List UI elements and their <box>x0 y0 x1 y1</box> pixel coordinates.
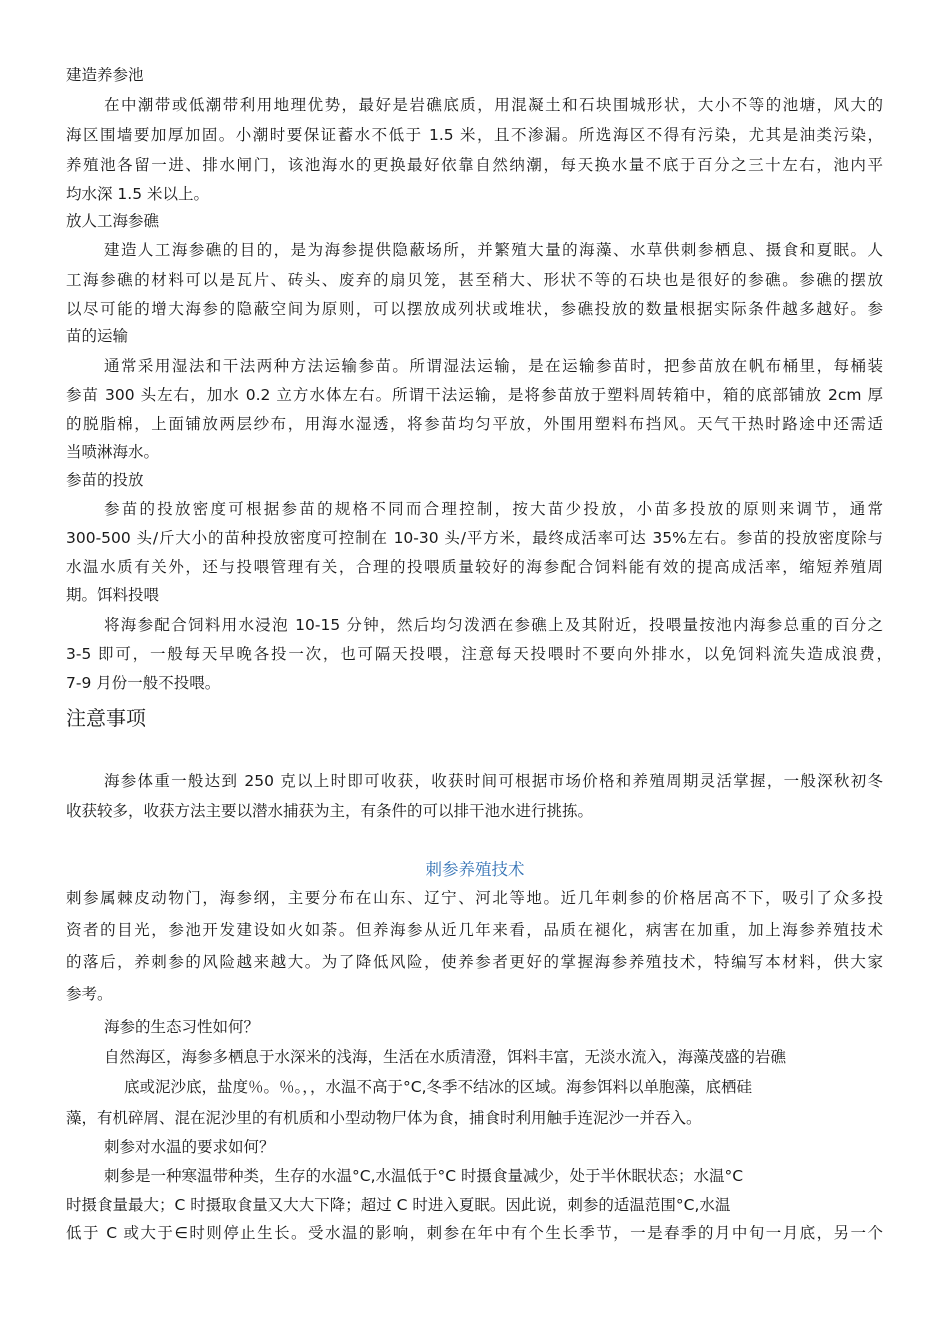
notes-heading: 注意事项 <box>66 706 146 730</box>
question-heading: 海参的生态习性如何？ <box>104 1018 260 1036</box>
paragraph-line: 在中潮带或低潮带利用地理优势，最好是岩礁底质，用混凝土和石块围城形状，大小不等的池塘，风大的 <box>104 96 883 114</box>
paragraph-line: 期。饵料投喂 <box>66 586 160 604</box>
section-heading-reef: 放人工海参礁 <box>66 212 160 230</box>
paragraph-line: 参考。 <box>66 985 113 1003</box>
paragraph-line: 建造人工海参礁的目的，是为海参提供隐蔽场所，并繁殖大量的海藻、水草供刺参栖息、摄食和夏眠。人 <box>104 241 883 259</box>
paragraph-line: 将海参配合饲料用水浸泡 10-15 分钟，然后均匀泼洒在参礁上及其附近，投喂量按池内海参总重的百分之 <box>104 616 883 634</box>
paragraph-line: 参苗的投放密度可根据参苗的规格不同而合理控制，按大苗少投放，小苗多投放的原则来调节，通常 <box>104 500 883 518</box>
question-heading: 刺参对水温的要求如何？ <box>104 1138 275 1156</box>
paragraph-line: 收获较多，收获方法主要以潜水捕获为主，有条件的可以排干池水进行挑拣。 <box>66 802 594 820</box>
paragraph-line: 均水深 1.5 米以上。 <box>66 185 210 203</box>
article-title: 刺参养殖技术 <box>425 860 525 879</box>
paragraph-line: 低于 C 或大于∈时则停止生长。受水温的影响，刺参在年中有个生长季节，一是春季的月中旬一月底，另一个 <box>66 1224 883 1242</box>
paragraph-line: 工海参礁的材料可以是瓦片、砖头、废弃的扇贝笼，甚至稍大、形状不等的石块也是很好的参礁。参礁的摆放 <box>66 271 883 289</box>
paragraph-line: 以尽可能的增大海参的隐蔽空间为原则，可以摆放成列状或堆状，参礁投放的数量根据实际条件越多越好。参 <box>66 300 883 318</box>
paragraph-line: 水温水质有关外，还与投喂管理有关，合理的投喂质量较好的海参配合饲料能有效的提高成活率，缩短养殖周 <box>66 558 883 576</box>
paragraph-line: 的脱脂棉，上面铺放两层纱布，用海水湿透，将参苗均匀平放，外围用塑料布挡风。天气干热时路途中还需适 <box>66 415 883 433</box>
paragraph-line: 的落后，养刺参的风险越来越大。为了降低风险，使养参者更好的掌握海参养殖技术，特编写本材料，供大家 <box>66 953 883 971</box>
paragraph-line: 自然海区，海参多栖息于水深米的浅海，生活在水质清澄，饵料丰富，无淡水流入，海藻茂盛的岩礁 <box>104 1048 787 1066</box>
paragraph-line: 当喷淋海水。 <box>66 443 160 461</box>
section-heading-pond: 建造养参池 <box>66 66 144 84</box>
paragraph-line: 养殖池各留一进、排水闸门，该池海水的更换最好依靠自然纳潮，每天换水量不底于百分之三十左右，池内平 <box>66 156 883 174</box>
paragraph-line: 藻，有机碎屑、混在泥沙里的有机质和小型动物尸体为食，捕食时利用触手连泥沙一并吞入。 <box>66 1109 702 1127</box>
paragraph-line: 7-9 月份一般不投喂。 <box>66 674 221 692</box>
paragraph-line: 3-5 即可，一般每天早晚各投一次，也可隔天投喂，注意每天投喂时不要向外排水，以免饲料流失造成浪费， <box>66 645 892 663</box>
paragraph-line: 底或泥沙底，盐度％。％。，，水温不高于°C,冬季不结冰的区域。海参饵料以单胞藻，底栖硅 <box>124 1078 753 1096</box>
paragraph-line: 刺参是一种寒温带种类，生存的水温°C,水温低于°C 时摄食量减少，处于半休眠状态；水温°C <box>104 1167 744 1185</box>
paragraph-line: 资者的目光，参池开发建设如火如荼。但养海参从近几年来看，品质在褪化，病害在加重，加上海参养殖技术 <box>66 921 883 939</box>
paragraph-line: 时摄食量最大；C 时摄取食量又大大下降；超过 C 时进入夏眠。因此说，刺参的适温范围°C,水温 <box>66 1196 731 1214</box>
paragraph-line: 通常采用湿法和干法两种方法运输参苗。所谓湿法运输，是在运输参苗时，把参苗放在帆布桶里，每桶装 <box>104 357 883 375</box>
paragraph-line: 海区围墙要加厚加固。小潮时要保证蓄水不低于 1.5 米，且不渗漏。所选海区不得有污染，尤其是油类污染， <box>66 126 883 144</box>
paragraph-line: 海参体重一般达到 250 克以上时即可收获，收获时间可根据市场价格和养殖周期灵活掌握，一般深秋初冬 <box>104 772 883 790</box>
paragraph-line: 300-500 头/斤大小的苗种投放密度可控制在 10-30 头/平方米，最终成活率可达 35%左右。参苗的投放密度除与 <box>66 529 883 547</box>
paragraph-line: 刺参属棘皮动物门，海参纲，主要分布在山东、辽宁、河北等地。近几年刺参的价格居高不下，吸引了众多投 <box>66 889 883 907</box>
section-heading-transport: 苗的运输 <box>66 327 129 345</box>
paragraph-line: 参苗 300 头左右，加水 0.2 立方水体左右。所谓干法运输，是将参苗放于塑料周转箱中，箱的底部铺放 2cm 厚 <box>66 386 883 404</box>
section-heading-stocking: 参苗的投放 <box>66 471 144 489</box>
